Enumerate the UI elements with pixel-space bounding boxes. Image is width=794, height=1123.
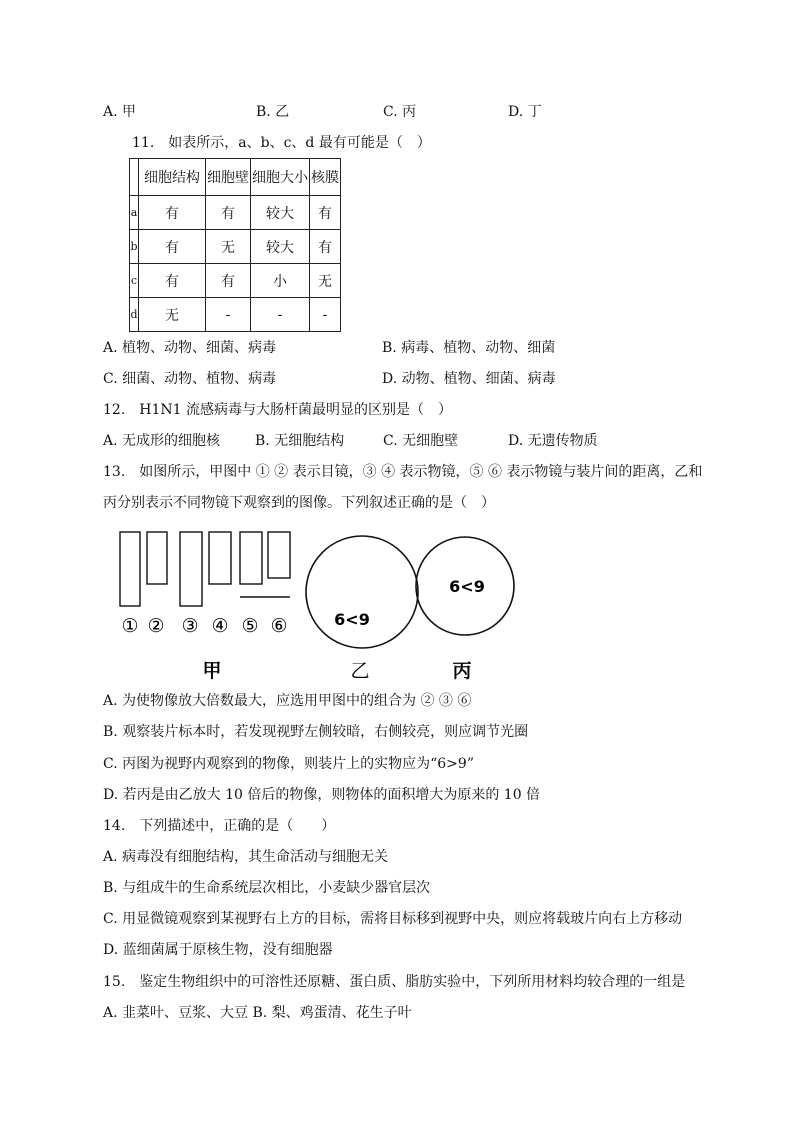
table-row-label: c: [130, 264, 139, 298]
table-cell: 无: [139, 298, 206, 332]
q13-option-c: C. 丙图为视野内观察到的物像，则装片上的实物应为“6>9”: [103, 756, 474, 772]
objective-long: [180, 532, 202, 606]
table-cell: 较大: [251, 230, 310, 264]
q10-option-c: C. 丙: [383, 104, 417, 120]
table-cell: -: [206, 298, 251, 332]
yi-specimen-text: 6<9: [334, 610, 370, 629]
objective-short: [209, 532, 231, 584]
q12-option-d: D. 无遗传物质: [508, 433, 598, 449]
q11-option-b: B. 病毒、植物、动物、细菌: [382, 340, 556, 356]
lens-label-4: ④: [211, 615, 229, 637]
q12-option-b: B. 无细胞结构: [255, 433, 345, 449]
lens-label-1: ①: [121, 615, 139, 637]
field-of-view-yi: [306, 536, 418, 648]
table-cell: 较大: [251, 196, 310, 230]
table-header-cell: 细胞大小: [251, 159, 310, 196]
q13-figure: [112, 522, 532, 692]
table-header-cell: 核膜: [310, 159, 341, 196]
q15-options: A. 韭菜叶、豆浆、大豆 B. 梨、鸡蛋清、花生子叶: [103, 1005, 412, 1021]
table-cell: 小: [251, 264, 310, 298]
q12-title: 12. H1N1 流感病毒与大肠杆菌最明显的区别是（ ）: [103, 402, 452, 418]
q12-option-a: A. 无成形的细胞核: [103, 433, 221, 449]
lens-label-5: ⑤: [241, 615, 259, 637]
lens-label-6: ⑥: [270, 615, 288, 637]
table-row-label: b: [130, 230, 139, 264]
table-cell: 无: [206, 230, 251, 264]
table-corner-cell: [130, 159, 139, 196]
lens-label-2: ②: [147, 615, 165, 637]
caption-yi: 乙: [350, 660, 370, 682]
lens-label-3: ③: [181, 615, 199, 637]
table-row: [130, 264, 341, 298]
table-row-label: a: [130, 196, 139, 230]
objective-distance-near: [240, 532, 262, 584]
caption-bing: 丙: [452, 660, 472, 682]
table-cell: -: [251, 298, 310, 332]
table-cell: -: [310, 298, 341, 332]
table-header-cell: 细胞壁: [206, 159, 251, 196]
eyepiece-short: [147, 532, 167, 584]
eyepiece-long: [120, 532, 140, 606]
table-cell: 有: [139, 264, 206, 298]
q13-option-d: D. 若丙是由乙放大 10 倍后的物像，则物体的面积增大为原来的 10 倍: [103, 787, 541, 803]
q13-option-a: A. 为使物像放大倍数最大，应选用甲图中的组合为 ② ③ ⑥: [103, 693, 472, 709]
q14-option-a: A. 病毒没有细胞结构，其生命活动与细胞无关: [103, 849, 389, 865]
q10-option-d: D. 丁: [508, 104, 542, 120]
caption-jia: 甲: [202, 660, 222, 682]
q12-option-c: C. 无细胞壁: [383, 433, 459, 449]
table-cell: 有: [206, 196, 251, 230]
objective-distance-far: [268, 532, 290, 578]
q11-option-c: C. 细菌、动物、植物、病毒: [103, 371, 277, 387]
table-header-row: [130, 159, 341, 196]
q14-option-b: B. 与组成牛的生命系统层次相比，小麦缺少器官层次: [103, 880, 431, 896]
q14-option-c: C. 用显微镜观察到某视野右上方的目标，需将目标移到视野中央，则应将载玻片向右上方移动: [103, 911, 683, 927]
q10-option-b: B. 乙: [256, 104, 290, 120]
table-row: [130, 298, 341, 332]
q14-option-d: D. 蓝细菌属于原核生物，没有细胞器: [103, 942, 333, 958]
table-header-cell: 细胞结构: [139, 159, 206, 196]
q11-option-a: A. 植物、动物、细菌、病毒: [103, 340, 277, 356]
table-cell: 无: [310, 264, 341, 298]
table-cell: 有: [310, 196, 341, 230]
table-row: [130, 230, 341, 264]
table-cell: 有: [139, 196, 206, 230]
q13-title-line2: 丙分别表示不同物镜下观察到的图像。下列叙述正确的是（ ）: [103, 495, 495, 511]
table-cell: 有: [310, 230, 341, 264]
table-row-label: d: [130, 298, 139, 332]
q15-title: 15. 鉴定生物组织中的可溶性还原糖、蛋白质、脂肪实验中，下列所用材料均较合理的一组是: [103, 974, 686, 990]
q11-title: 11. 如表所示，a、b、c、d 最有可能是（ ）: [132, 135, 431, 151]
q11-table: [129, 158, 341, 332]
table-cell: 有: [206, 264, 251, 298]
q13-title-line1: 13. 如图所示，甲图中 ① ② 表示目镜，③ ④ 表示物镜，⑤ ⑥ 表示物镜与装片间的距离，乙和: [103, 464, 703, 480]
table-row: [130, 196, 341, 230]
q10-option-a: A. 甲: [103, 104, 137, 120]
q13-option-b: B. 观察装片标本时，若发现视野左侧较暗，右侧较亮，则应调节光圈: [103, 724, 529, 740]
q14-title: 14. 下列描述中，正确的是（ ）: [103, 818, 336, 834]
bing-specimen-text: 6<9: [449, 577, 485, 596]
table-cell: 有: [139, 230, 206, 264]
q11-option-d: D. 动物、植物、细菌、病毒: [382, 371, 556, 387]
